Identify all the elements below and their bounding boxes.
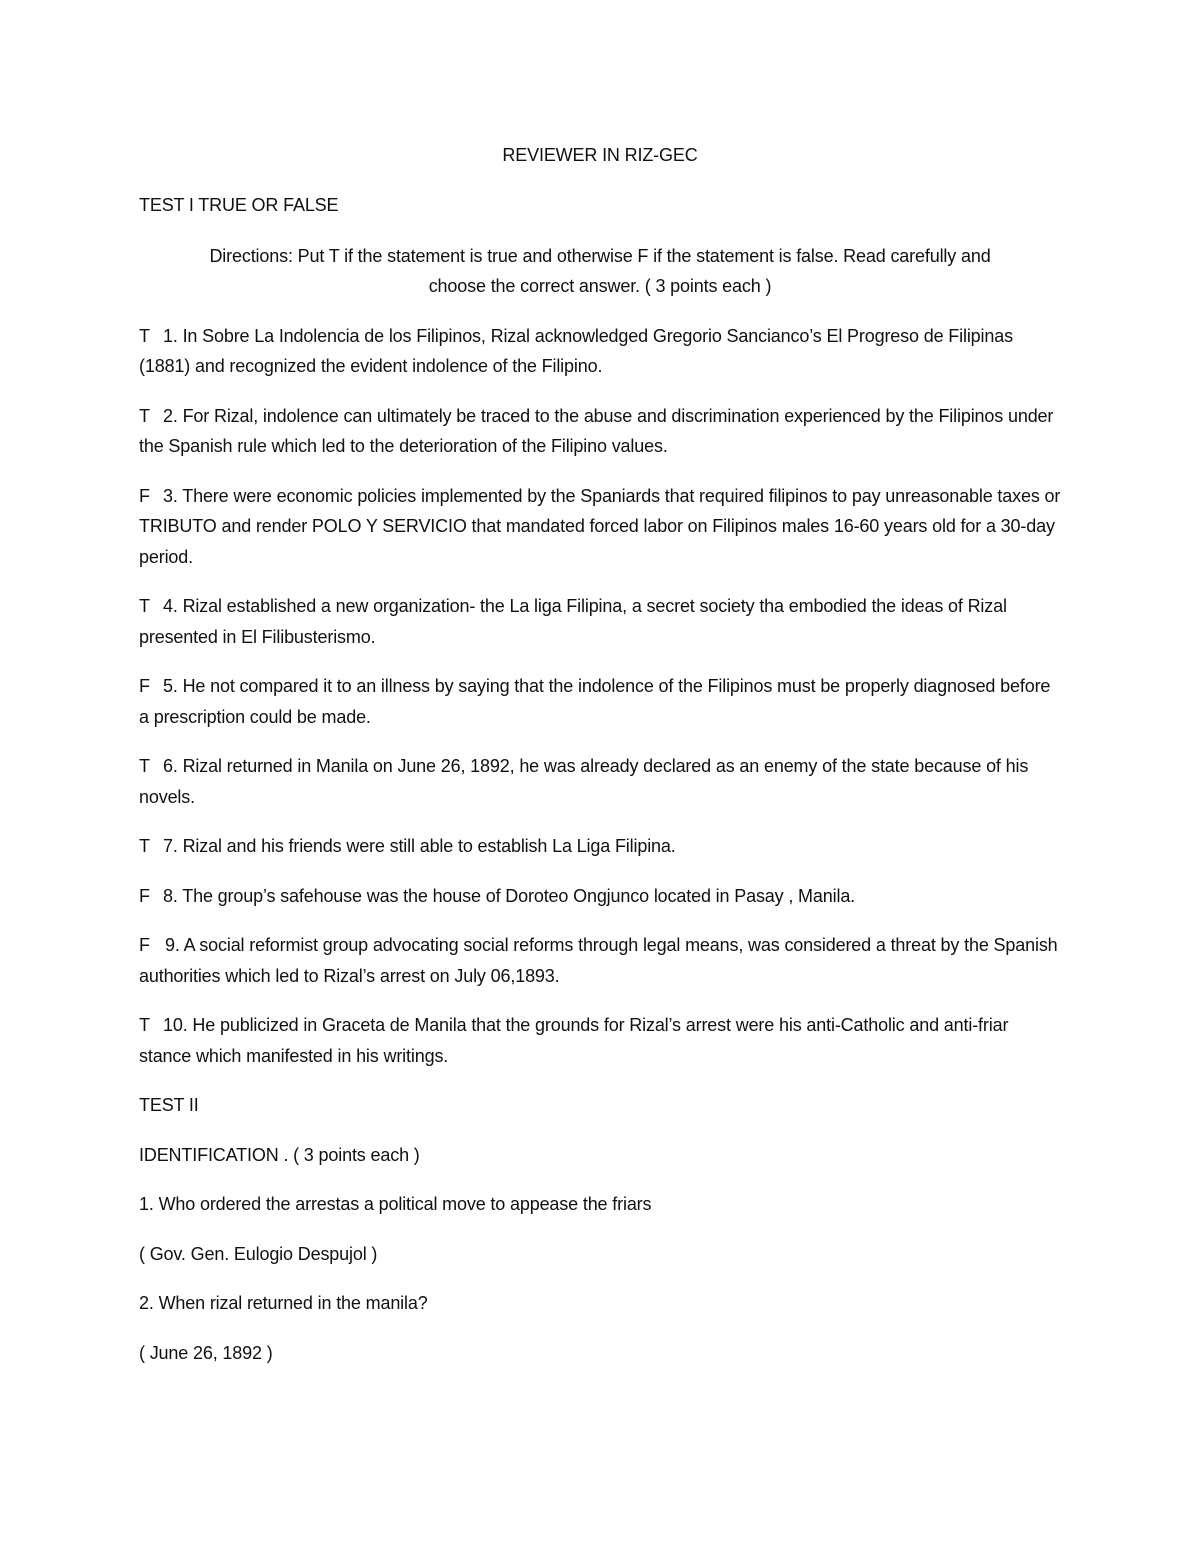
tf-answer: T xyxy=(139,1015,150,1035)
tf-item-9 xyxy=(139,930,1061,991)
tf-statement: 9. A social reformist group advocating social reforms through legal means, was considered a threat by the Spanish authorities which led to Rizal’s arrest on July 06,1893. xyxy=(139,935,1058,986)
identification-question-1: 1. Who ordered the arrestas a political move to appease the friars xyxy=(139,1194,652,1214)
test1-directions xyxy=(139,241,1061,302)
document-title: REVIEWER IN RIZ-GEC xyxy=(502,145,698,165)
tf-answer: T xyxy=(139,596,150,616)
identification-answer-1: ( Gov. Gen. Eulogio Despujol ) xyxy=(139,1243,378,1264)
tf-answer: T xyxy=(139,325,150,346)
identification-answer-2: ( June 26, 1892 ) xyxy=(139,1342,273,1363)
tf-item-6 xyxy=(139,751,1061,812)
tf-item-3 xyxy=(139,481,1061,573)
tf-item-5 xyxy=(139,671,1061,732)
tf-item-1 xyxy=(139,321,1061,382)
test2-heading: TEST II xyxy=(139,1095,199,1115)
tf-statement: 7. Rizal and his friends were still able to establish La Liga Filipina. xyxy=(163,836,676,856)
tf-item-10 xyxy=(139,1010,1061,1071)
test1-heading: TEST I TRUE OR FALSE xyxy=(139,195,339,215)
tf-statement: 5. He not compared it to an illness by saying that the indolence of the Filipinos must be properly diagnosed before a prescription could be made. xyxy=(139,676,1051,727)
tf-statement: 4. Rizal established a new organization- the La liga Filipina, a secret society tha embodied the ideas of Rizal presented in El Filibusterismo. xyxy=(139,596,1007,647)
tf-statement: 10. He publicized in Graceta de Manila that the grounds for Rizal’s arrest were his anti-Catholic and anti-friar stance which manifested in his writings. xyxy=(139,1015,1009,1066)
tf-item-4 xyxy=(139,591,1061,652)
tf-statement: 8. The group’s safehouse was the house of Doroteo Ongjunco located in Pasay , Manila. xyxy=(163,885,856,906)
tf-item-2 xyxy=(139,401,1061,462)
directions-line2: choose the correct answer. ( 3 points each ) xyxy=(428,276,772,296)
tf-answer: F xyxy=(139,676,150,696)
tf-answer: F xyxy=(139,935,150,955)
tf-item-7 xyxy=(139,831,1061,862)
tf-statement: 2. For Rizal, indolence can ultimately be traced to the abuse and discrimination experienced by the Filipinos under the Spanish rule which led to the deterioration of the Filipino values. xyxy=(139,405,1054,456)
tf-statement: 6. Rizal returned in Manila on June 26, 1892, he was already declared as an enemy of the state because of his novels. xyxy=(139,756,1029,807)
tf-answer: F xyxy=(139,485,150,506)
document-page xyxy=(139,140,1061,1387)
tf-statement: 3. There were economic policies implemented by the Spaniards that required filipinos to pay unreasonable taxes or TRIBUTO and render POLO Y SERVICIO that mandated forced labor on Filipinos males 16-60 years old for a 30-day period. xyxy=(139,485,1061,567)
identification-question-2: 2. When rizal returned in the manila? xyxy=(139,1293,428,1313)
tf-statement: 1. In Sobre La Indolencia de los Filipinos, Rizal acknowledged Gregorio Sancianco’s El Progreso de Filipinas (1881) and recognized the evident indolence of the Filipino. xyxy=(139,325,1013,376)
tf-answer: T xyxy=(139,836,150,856)
test2-subheading: IDENTIFICATION . ( 3 points each ) xyxy=(139,1144,420,1165)
tf-answer: F xyxy=(139,885,150,906)
tf-item-8 xyxy=(139,881,1061,912)
tf-answer: T xyxy=(139,756,150,776)
directions-line1: Directions: Put T if the statement is true and otherwise F if the statement is false. Read carefully and xyxy=(209,245,991,266)
tf-answer: T xyxy=(139,405,150,426)
